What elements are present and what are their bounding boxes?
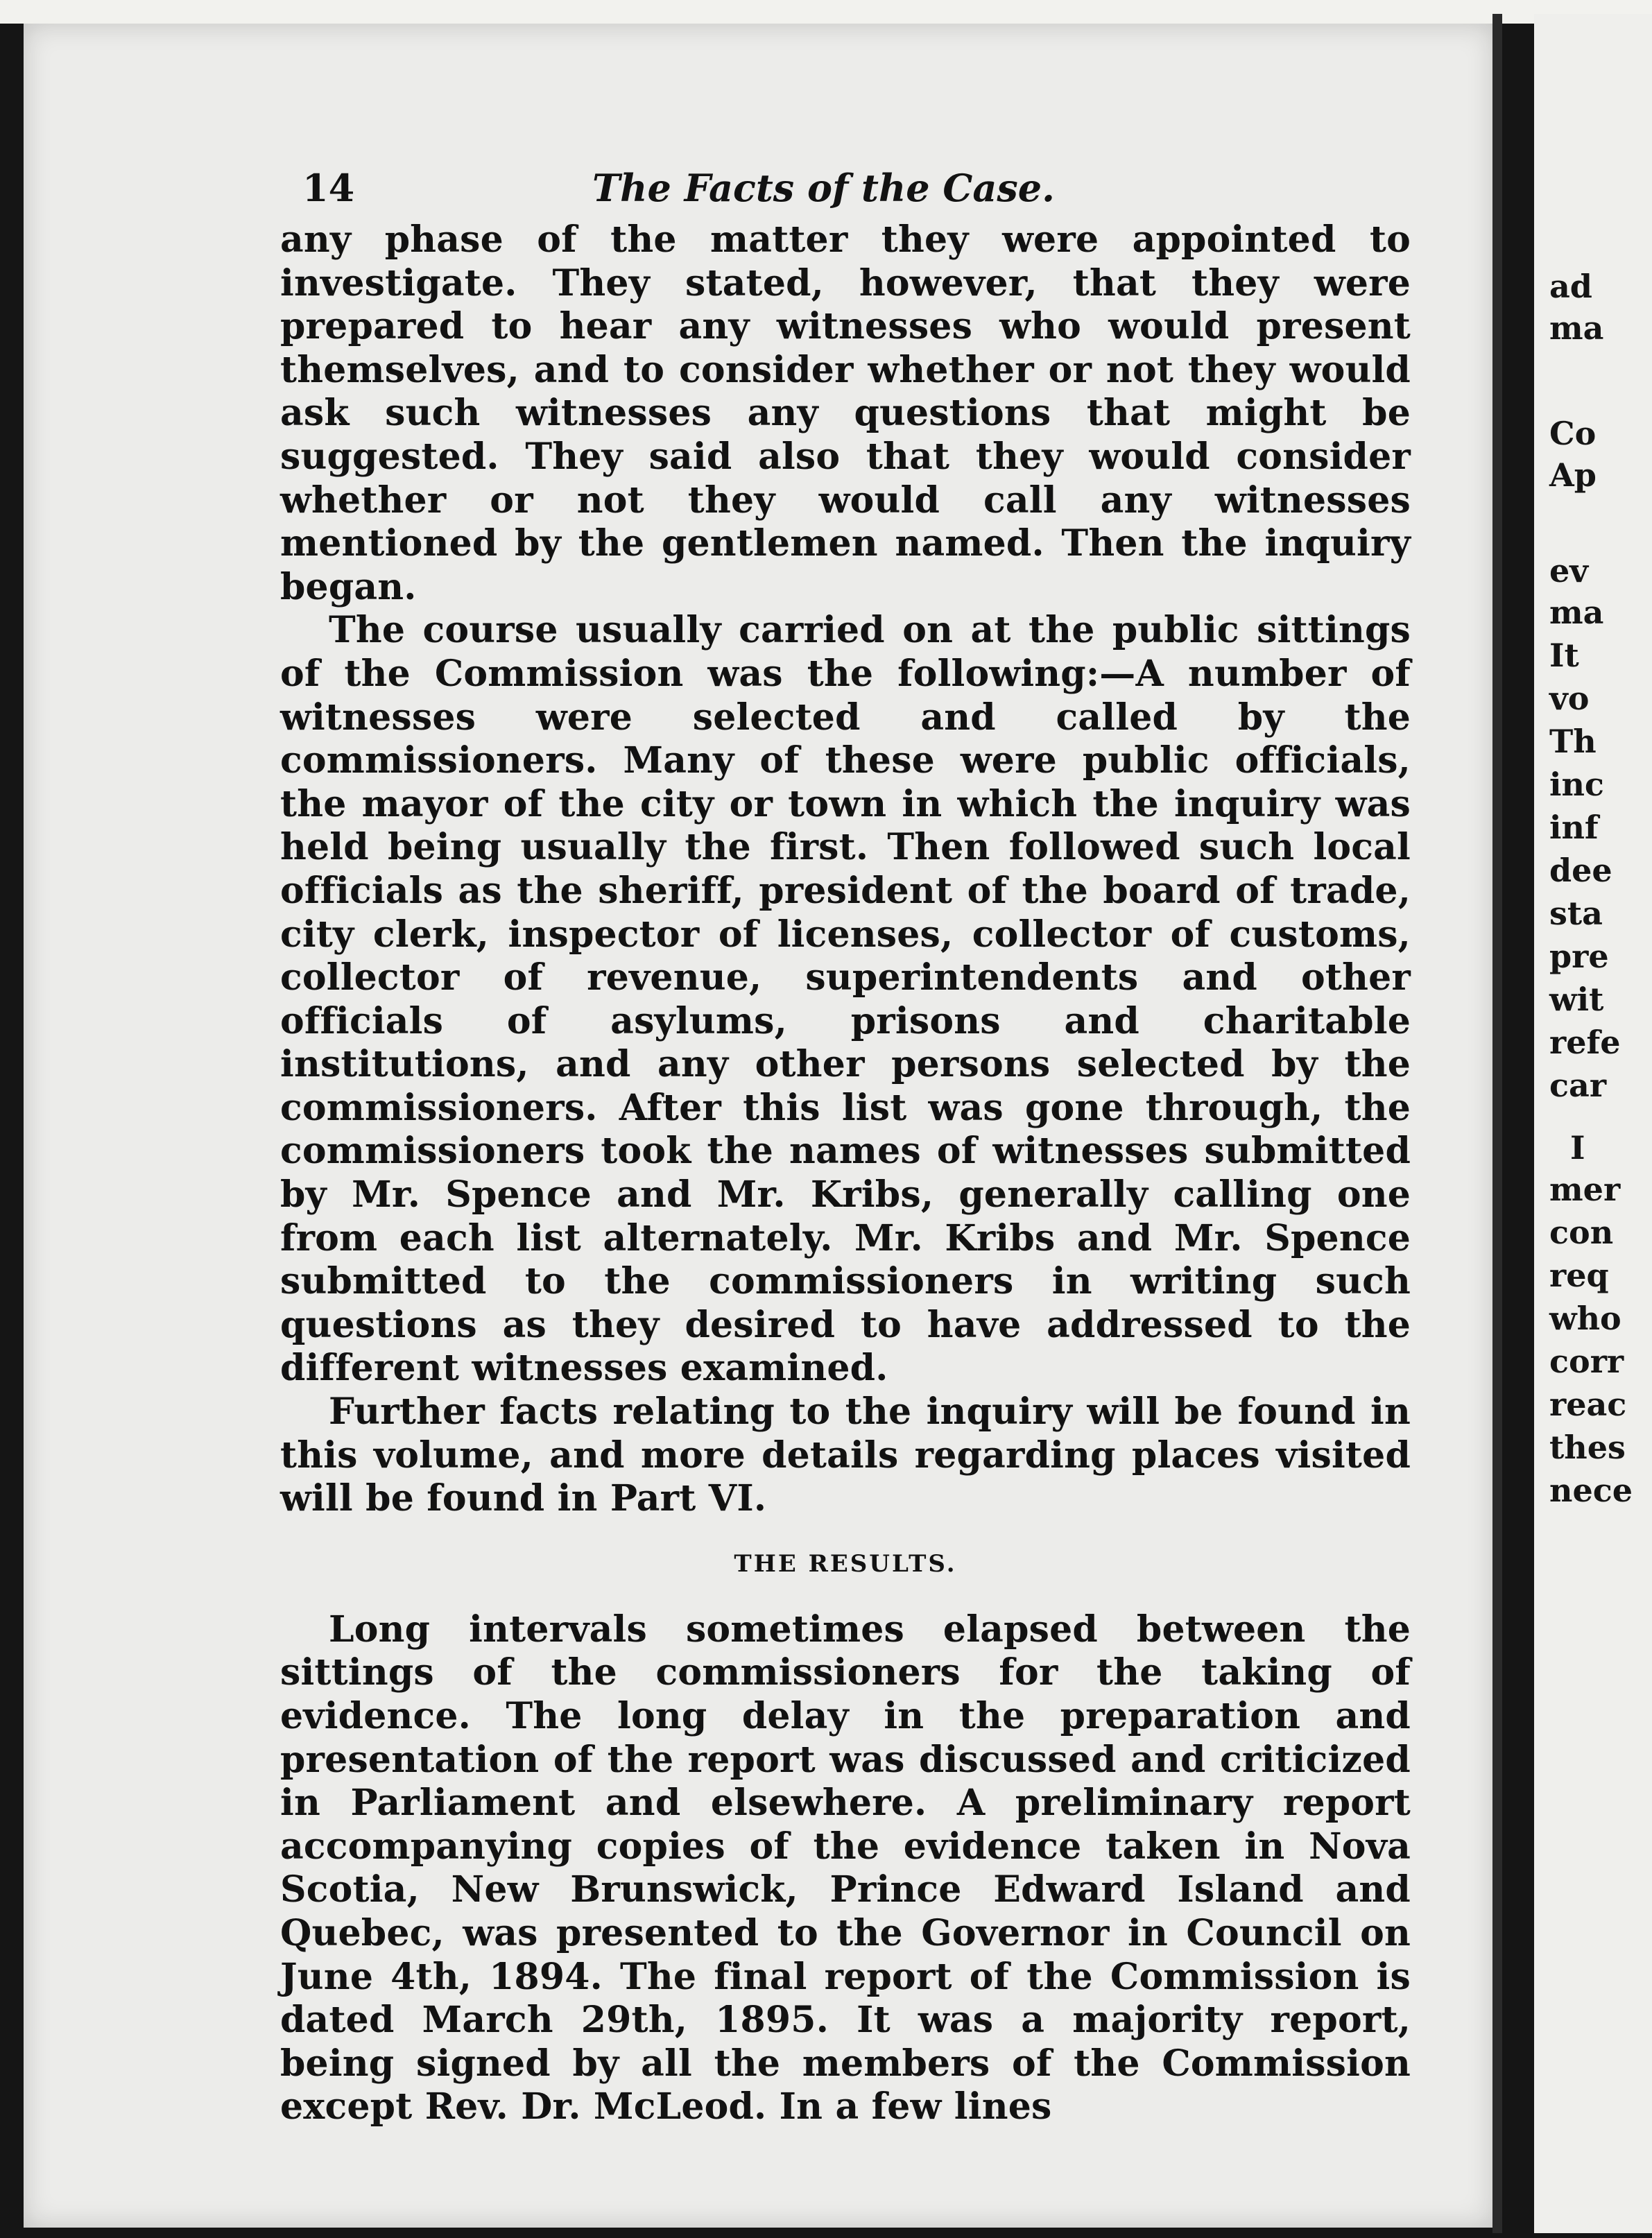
facing-page-line: ad <box>1549 268 1592 305</box>
facing-page-line: corr <box>1549 1343 1624 1380</box>
section-heading: THE RESULTS. <box>734 1549 957 1578</box>
facing-page-line: ma <box>1549 594 1604 631</box>
facing-page-line: refe <box>1549 1024 1621 1061</box>
paragraph-3: Further facts relating to the inquiry will be found in this volume, and more details regarding places visited will be found in Part VI. <box>280 1391 1411 1520</box>
scan-top-edge <box>0 0 1652 24</box>
facing-page-line: I <box>1570 1129 1585 1167</box>
facing-page-line: Co <box>1549 415 1597 452</box>
facing-page-line: Ap <box>1549 456 1597 494</box>
facing-page-line: Th <box>1549 723 1597 760</box>
facing-page-line: car <box>1549 1067 1607 1104</box>
facing-page-line: reac <box>1549 1386 1627 1423</box>
facing-page-line: con <box>1549 1214 1614 1251</box>
facing-page-line: ev <box>1549 552 1588 589</box>
facing-page-line: ma <box>1549 309 1604 347</box>
running-title: The Facts of the Case. <box>592 166 1055 210</box>
facing-page-fragment <box>1534 14 1652 2233</box>
facing-page-line: sta <box>1549 895 1603 932</box>
facing-page-line: wit <box>1549 981 1604 1018</box>
facing-page-line: It <box>1549 637 1579 674</box>
paragraph-2: The course usually carried on at the public sittings of the Commission was the following:—A number of witnesses were selected and called by the commissioners. Many of these were public officials, the mayor of the city or town in which the inquiry was held being usually the first. Then followed such local officials as the sheriff, president of the board of trade, city clerk, inspector of licenses, collector of customs, collector of revenue, superintendents and other officials of asylums, prisons and charitable institutions, and any other persons selected by the commissioners. After this list was gone through, the commissioners took the names of witnesses submitted by Mr. Spence and Mr. Kribs, generally calling one from each list alternately. Mr. Kribs and Mr. Spence submitted to the commissioners in writing such questions as they desired to have addressed to the different witnesses examined. <box>280 609 1411 1390</box>
paragraph-4: Long intervals sometimes elapsed between the sittings of the commissioners for the taking of evidence. The long delay in the preparation and presentation of the report was discussed and criticized in Parliament and elsewhere. A preliminary report accompanying copies of the evidence taken in Nova Scotia, New Brunswick, Prince Edward Island and Quebec, was presented to the Governor in Council on June 4th, 1894. The final report of the Commission is dated March 29th, 1895. It was a majority report, being signed by all the members of the Commission except Rev. Dr. McLeod. In a few lines <box>280 1608 1411 2128</box>
running-head <box>280 156 1411 218</box>
facing-page-line: req <box>1549 1257 1609 1294</box>
facing-page-line: inc <box>1549 766 1604 803</box>
facing-page-line: mer <box>1549 1171 1621 1208</box>
facing-page-line: vo <box>1549 680 1590 717</box>
text-column <box>280 156 1411 2129</box>
paragraph-1: any phase of the matter they were appointed to investigate. They stated, however, that they were prepared to hear any witnesses who would present themselves, and to consider whether or not they would ask such witnesses any questions that might be suggested. They said also that they would consider whether or not they would call any witnesses mentioned by the gentlemen named. Then the inquiry began. <box>280 218 1411 608</box>
page-number: 14 <box>302 166 355 210</box>
facing-page-line: pre <box>1549 938 1609 975</box>
facing-page-line: nece <box>1549 1472 1633 1509</box>
page-gutter <box>1492 14 1502 2233</box>
facing-page-line: inf <box>1549 809 1599 846</box>
facing-page-line: thes <box>1549 1429 1626 1466</box>
facing-page-line: dee <box>1549 852 1612 889</box>
facing-page-line: who <box>1549 1300 1621 1337</box>
